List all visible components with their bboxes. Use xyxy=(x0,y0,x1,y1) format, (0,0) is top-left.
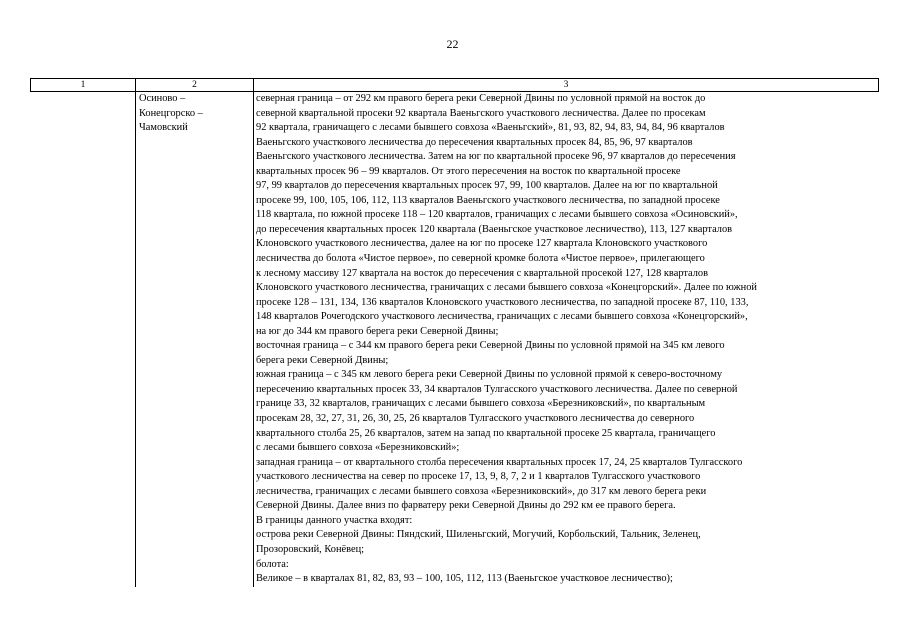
boundary-text-line: 118 квартала, по южной просеке 118 – 120 кварталов, граничащих с лесами бывшего совхоза «Осиновский», xyxy=(256,209,738,221)
boundary-text-line: Прозоровский, Конёвец; xyxy=(256,543,365,555)
boundary-text-line: просеке 99, 100, 105, 106, 112, 113 кварталов Ваеньгского участкового лесничества, по западной просеке xyxy=(256,194,720,206)
boundary-text-line: Северной Двины. Далее вниз по фарватеру реки Северной Двины до 292 км ее правого берега. xyxy=(256,500,676,512)
boundary-text-line: 92 квартала, граничащего с лесами бывшего совхоза «Ваеньгский», 81, 93, 82, 94, 83, 94, 84, 96 кварталов xyxy=(256,122,725,134)
district-name-line: Осиново – xyxy=(139,93,186,104)
district-name xyxy=(139,92,253,136)
boundary-text-line: квартальных просек 96 – 99 кварталов. От этого пересечения на восток по квартальной просеке xyxy=(256,165,681,177)
boundary-text-line: просеке 128 – 131, 134, 136 кварталов Клоновского участкового лесничества, по западной просеке 87, 110, 133, xyxy=(256,296,749,308)
column-number-row xyxy=(31,79,879,92)
boundary-text-line: к лесному массиву 127 квартала на восток до пересечения с квартальной просекой 127, 128 кварталов xyxy=(256,267,709,279)
page-number: 22 xyxy=(446,37,459,51)
boundary-text-line: Клоновского участкового лесничества, далее на юг по просеке 127 квартала Клоновского участкового xyxy=(256,238,708,250)
boundary-text-line: квартального столба 25, 26 кварталов, затем на запад по квартальной просеке 25 квартала, граничащего xyxy=(256,427,716,439)
column-number-1: 1 xyxy=(31,79,136,92)
boundary-text-line: на юг до 344 км правого берега реки Северной Двины; xyxy=(256,325,499,337)
boundary-text-line: просекам 28, 32, 27, 31, 26, 30, 25, 26 кварталов Тулгасского участкового лесничества до северного xyxy=(256,413,695,425)
boundary-text-line: участкового лесничества на север по просеке 17, 13, 9, 8, 7, 2 и 1 кварталов Тулгасского участкового xyxy=(256,471,701,483)
district-name-line: Чамовский xyxy=(139,122,188,134)
boundary-text-line: берега реки Северной Двины; xyxy=(256,354,389,366)
boundary-text-line: с лесами бывшего совхоза «Березниковский»; xyxy=(256,442,460,454)
district-name-cell xyxy=(136,92,254,587)
boundary-text-line: 148 кварталов Рочегодского участкового лесничества, граничащих с лесами бывшего совхоза «Конецгорский», xyxy=(256,311,748,323)
boundary-text-line: Ваеньгского участкового лесничества. Затем на юг по квартальной просеке 96, 97 кварталов до пересечения xyxy=(256,151,736,163)
boundary-text-line: Клоновского участкового лесничества, граничащих с лесами бывшего совхоза «Конецгорский». Далее по южной xyxy=(256,282,757,294)
district-name-line: Конецгорско – xyxy=(139,107,203,119)
boundary-text-line: северной квартальной просеки 92 квартала Ваеньгского участкового лесничества. Далее по просекам xyxy=(256,107,706,119)
boundary-text-line: южная граница – с 345 км левого берега реки Северной Двины по условной прямой к северо-восточному xyxy=(256,369,723,381)
boundary-description xyxy=(256,92,875,587)
boundary-text-line: болота: xyxy=(256,558,289,570)
boundary-text-line: лесничества до болота «Чистое первое», по северной кромке болота «Чистое первое», прилегающего xyxy=(256,253,705,265)
table-row xyxy=(31,92,879,587)
column-number-3: 3 xyxy=(254,79,879,92)
row-number-cell xyxy=(31,92,136,587)
boundary-description-cell xyxy=(254,92,879,587)
boundary-table xyxy=(30,78,879,587)
boundary-text-line: восточная граница – с 344 км правого берега реки Северной Двины по условной прямой на 345 км левого xyxy=(256,340,725,352)
boundary-text-line: острова реки Северной Двины: Пяндский, Шиленьгский, Могучий, Корбольский, Тальник, Зеленец, xyxy=(256,529,701,541)
boundary-text-line: лесничества, граничащих с лесами бывшего совхоза «Березниковский», до 317 км левого берега реки xyxy=(256,485,707,497)
boundary-text-line: Ваеньгского участкового лесничества до пересечения квартальных просек 84, 85, 96, 97 кварталов xyxy=(256,136,693,148)
boundary-text-line: пересечению квартальных просек 33, 34 кварталов Тулгасского участкового лесничества. Далее по северной xyxy=(256,383,738,395)
boundary-text-line: Великое – в кварталах 81, 82, 83, 93 – 100, 105, 112, 113 (Ваеньгское участковое лесничество); xyxy=(256,573,673,585)
boundary-text-line: границе 33, 32 кварталов, граничащих с лесами бывшего совхоза «Березниковский», по квартальным xyxy=(256,398,706,410)
column-number-2: 2 xyxy=(136,79,254,92)
boundary-text-line: до пересечения квартальных просек 120 квартала (Ваеньгское участковое лесничество), 113, 127 кварталов xyxy=(256,223,733,235)
boundary-text-line: западная граница – от квартального столба пересечения квартальных просек 17, 24, 25 кварталов Тулгасского xyxy=(256,456,743,468)
boundary-text-line: 97, 99 кварталов до пересечения квартальных просек 97, 99, 100 кварталов. Далее на юг по квартальной xyxy=(256,180,718,192)
boundary-text-line: северная граница – от 292 км правого берега реки Северной Двины по условной прямой на восток до xyxy=(256,93,706,104)
boundary-text-line: В границы данного участка входят: xyxy=(256,514,413,526)
